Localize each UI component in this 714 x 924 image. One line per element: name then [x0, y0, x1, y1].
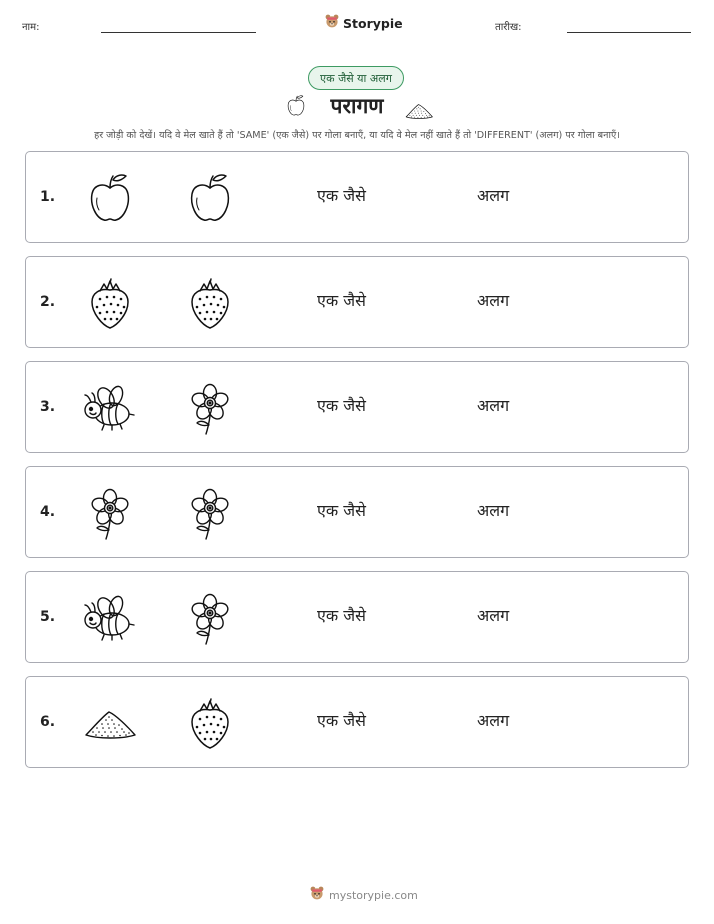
- apple-icon: [82, 172, 138, 226]
- different-option[interactable]: अलग: [477, 711, 510, 730]
- different-option[interactable]: अलग: [477, 186, 510, 205]
- date-label: तारीख:: [495, 22, 522, 33]
- same-option[interactable]: एक जैसे: [317, 606, 366, 625]
- flower-icon: [182, 592, 238, 646]
- pollen-icon: [404, 96, 434, 130]
- worksheet-title: परागण: [330, 94, 384, 118]
- same-option[interactable]: एक जैसे: [317, 711, 366, 730]
- question-row-2: [25, 256, 689, 348]
- question-row-5: [25, 571, 689, 663]
- instructions: हर जोड़ी को देखें। यदि वे मेल खाते हैं तो 'SAME' (एक जैसे) पर गोला बनाएँ, या यदि वे मेल नहीं खाते हैं तो 'DIFFERENT' (अलग) पर गोला बनाएँ।: [94, 130, 620, 141]
- same-option[interactable]: एक जैसे: [317, 396, 366, 415]
- different-option[interactable]: अलग: [477, 606, 510, 625]
- name-label: नाम:: [22, 22, 40, 33]
- strawberry-icon: [82, 277, 138, 331]
- same-option[interactable]: एक जैसे: [317, 501, 366, 520]
- date-line[interactable]: [567, 32, 691, 33]
- question-number: 6.: [40, 714, 56, 730]
- worksheet-type-tag: एक जैसे या अलग: [308, 66, 404, 90]
- flower-icon: [82, 487, 138, 541]
- different-option[interactable]: अलग: [477, 501, 510, 520]
- question-number: 4.: [40, 504, 56, 520]
- footer-site[interactable]: mystorypie.com: [329, 888, 418, 902]
- flower-icon: [182, 382, 238, 436]
- question-number: 5.: [40, 609, 56, 625]
- storypie-logo: [324, 13, 403, 33]
- different-option[interactable]: अलग: [477, 291, 510, 310]
- apple-icon: [284, 94, 308, 122]
- bee-icon: [82, 382, 138, 436]
- footer: [309, 885, 418, 905]
- question-row-4: [25, 466, 689, 558]
- bear-icon: [324, 13, 340, 33]
- same-option[interactable]: एक जैसे: [317, 291, 366, 310]
- pollen-icon: [82, 697, 138, 751]
- question-number: 3.: [40, 399, 56, 415]
- strawberry-icon: [182, 697, 238, 751]
- question-row-6: [25, 676, 689, 768]
- flower-icon: [182, 487, 238, 541]
- question-number: 2.: [40, 294, 56, 310]
- question-number: 1.: [40, 189, 56, 205]
- bear-icon: [309, 885, 325, 905]
- question-row-1: [25, 151, 689, 243]
- name-line[interactable]: [101, 32, 256, 33]
- question-row-3: [25, 361, 689, 453]
- bee-icon: [82, 592, 138, 646]
- different-option[interactable]: अलग: [477, 396, 510, 415]
- same-option[interactable]: एक जैसे: [317, 186, 366, 205]
- brand-name: Storypie: [343, 15, 403, 31]
- apple-icon: [182, 172, 238, 226]
- strawberry-icon: [182, 277, 238, 331]
